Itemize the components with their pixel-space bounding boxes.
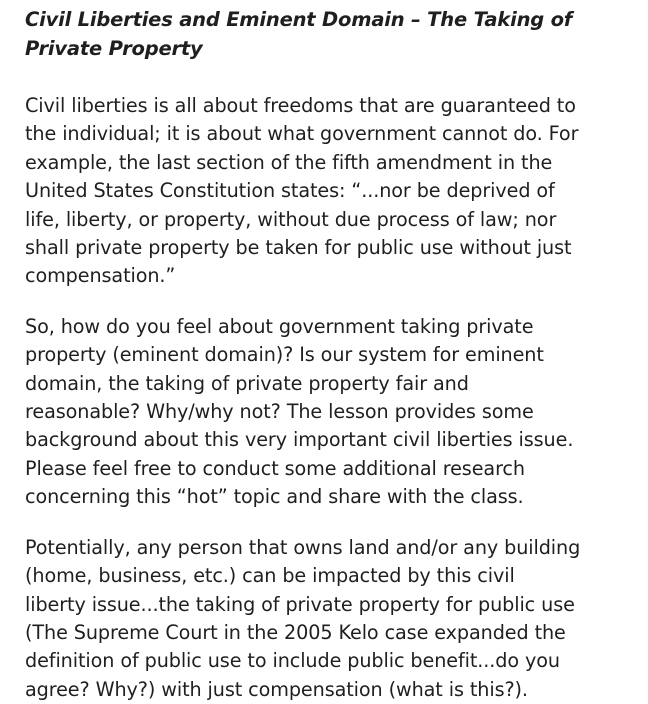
text-line: Civil liberties is all about freedoms that are guaranteed to bbox=[25, 94, 576, 117]
paragraph-impact bbox=[25, 534, 625, 704]
text-line: the individual; it is about what government cannot do. For bbox=[25, 122, 579, 146]
text-line: property (eminent domain)? Is our system for eminent bbox=[25, 343, 544, 367]
text-line: domain, the taking of private property fair and bbox=[25, 371, 469, 395]
text-line: agree? Why?) with just compensation (what is this?). bbox=[25, 677, 528, 701]
text-line: Potentially, any person that owns land and/or any building bbox=[25, 535, 581, 559]
text-line: liberty issue...the taking of private property for public use bbox=[25, 592, 575, 616]
text-line: shall private property be taken for public use without just bbox=[25, 236, 572, 260]
text-line: reasonable? Why/why not? The lesson provides some bbox=[25, 400, 534, 424]
document-title bbox=[25, 6, 625, 63]
text-line: United States Constitution states: “...nor be deprived of bbox=[25, 179, 555, 203]
text-line: example, the last section of the fifth amendment in the bbox=[25, 150, 553, 174]
paragraph-question bbox=[25, 313, 625, 512]
text-line: Please feel free to conduct some additional research bbox=[25, 456, 525, 480]
text-line: (The Supreme Court in the 2005 Kelo case expanded the bbox=[25, 620, 566, 644]
text-line: background about this very important civil liberties issue. bbox=[25, 428, 574, 452]
text-line: life, liberty, or property, without due process of law; nor bbox=[25, 207, 557, 231]
text-line: compensation.” bbox=[25, 264, 176, 288]
title-line: Civil Liberties and Eminent Domain – The Taking of bbox=[25, 8, 573, 31]
title-line: Private Property bbox=[25, 36, 203, 60]
text-line: definition of public use to include public benefit...do you bbox=[25, 649, 560, 673]
text-line: So, how do you feel about government taking private bbox=[25, 314, 534, 338]
text-line: (home, business, etc.) can be impacted by this civil bbox=[25, 564, 515, 588]
text-line: concerning this “hot” topic and share with the class. bbox=[25, 485, 524, 509]
paragraph-civil-liberties bbox=[25, 92, 625, 291]
document-body bbox=[25, 6, 625, 704]
